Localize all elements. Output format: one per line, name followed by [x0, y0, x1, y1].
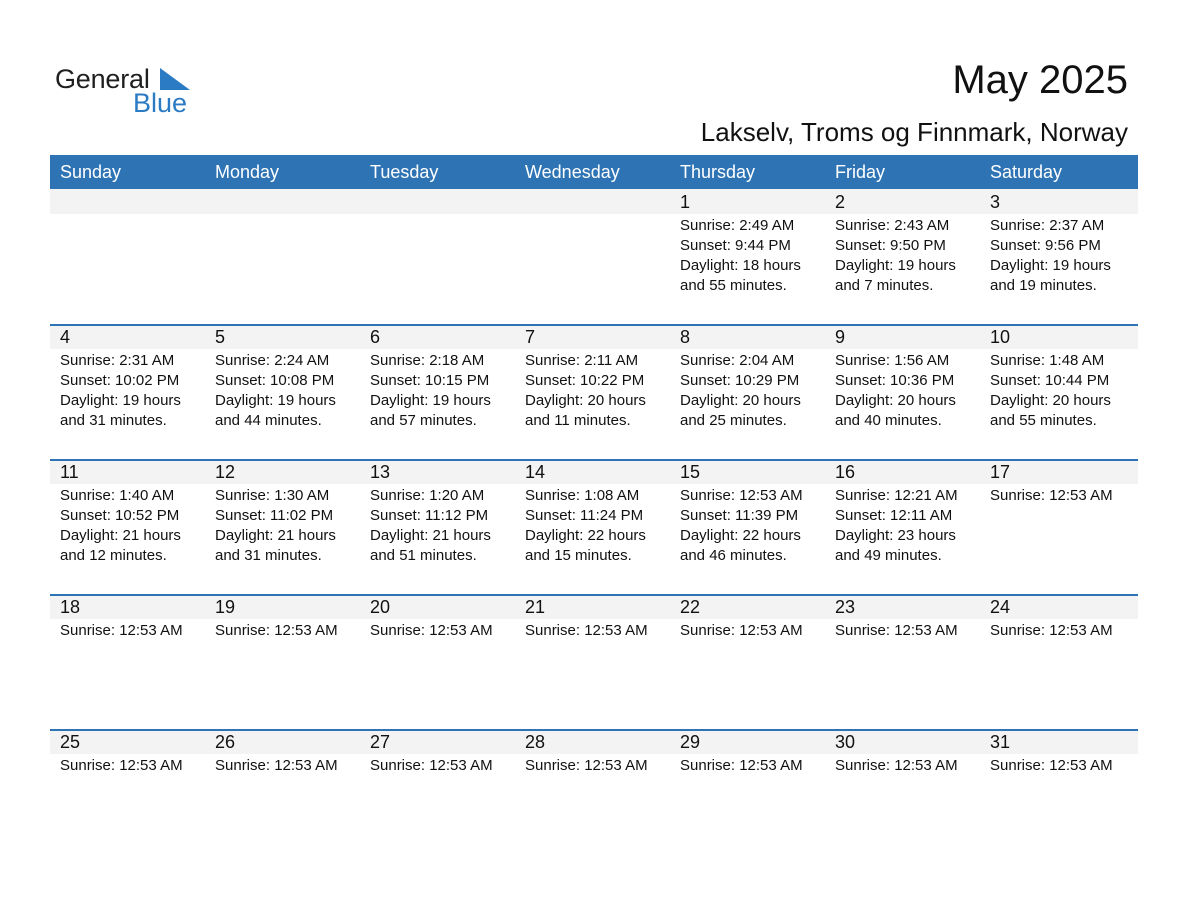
- weekday-wednesday: Wednesday: [525, 162, 620, 182]
- day-number: 22: [680, 597, 701, 617]
- day-number: 19: [215, 597, 236, 617]
- day-daylight2: and 57 minutes.: [370, 412, 477, 429]
- day-sunset: Sunset: 11:39 PM: [680, 507, 799, 524]
- day-number: 2: [835, 192, 846, 212]
- day-cell: [515, 594, 670, 729]
- day-sunrise: Sunrise: 2:49 AM: [680, 217, 795, 234]
- logo-word-general: General: [55, 64, 150, 94]
- day-daylight2: and 40 minutes.: [835, 412, 942, 429]
- day-cell: [825, 459, 980, 594]
- calendar-week: [50, 459, 1138, 594]
- day-number: 18: [60, 597, 81, 617]
- day-number: 4: [60, 327, 71, 347]
- day-sun-info: [835, 621, 958, 641]
- day-sunset: Sunset: 9:44 PM: [680, 237, 791, 254]
- day-cell: [980, 459, 1135, 594]
- day-daylight2: and 51 minutes.: [370, 547, 477, 564]
- day-daylight2: and 46 minutes.: [680, 547, 787, 564]
- weekday-sunday: Sunday: [60, 162, 122, 182]
- day-sun-info: [525, 351, 646, 431]
- weekday-saturday: Saturday: [990, 162, 1063, 182]
- page-title: May 2025: [952, 58, 1128, 102]
- day-sunrise: Sunrise: 2:11 AM: [525, 352, 639, 369]
- day-sun-info: [215, 486, 336, 566]
- day-sunset: Sunset: 11:12 PM: [370, 507, 489, 524]
- day-sunset: Sunset: 10:08 PM: [215, 372, 335, 389]
- day-sun-info: [680, 621, 803, 641]
- day-sunset: Sunset: 12:11 AM: [835, 507, 953, 524]
- day-daylight1: Daylight: 19 hours: [990, 257, 1111, 274]
- day-number: 30: [835, 732, 856, 752]
- day-number: 17: [990, 462, 1011, 482]
- day-number: 20: [370, 597, 391, 617]
- day-number: 27: [370, 732, 391, 752]
- day-daylight1: Daylight: 21 hours: [60, 527, 181, 544]
- day-cell: [515, 459, 670, 594]
- day-number: 13: [370, 462, 391, 482]
- day-daylight1: Daylight: 22 hours: [680, 527, 801, 544]
- day-cell: [980, 594, 1135, 729]
- day-sun-info: [60, 621, 183, 641]
- day-cell: [980, 729, 1135, 864]
- day-number: 14: [525, 462, 546, 482]
- day-sun-info: [60, 486, 181, 566]
- day-daylight1: Daylight: 21 hours: [215, 527, 336, 544]
- day-sunset: Sunset: 9:50 PM: [835, 237, 946, 254]
- day-cell: [670, 729, 825, 864]
- day-cell: [205, 459, 360, 594]
- day-daylight1: Daylight: 19 hours: [370, 392, 491, 409]
- calendar-week: [50, 189, 1138, 324]
- day-number: 10: [990, 327, 1011, 347]
- day-sunrise: Sunrise: 12:53 AM: [835, 622, 958, 639]
- day-cell: [515, 729, 670, 864]
- day-number: 7: [525, 327, 536, 347]
- day-number: 23: [835, 597, 856, 617]
- day-sun-info: [990, 756, 1113, 776]
- day-sun-info: [680, 216, 801, 296]
- day-sunrise: Sunrise: 1:20 AM: [370, 487, 485, 504]
- day-cell: [360, 324, 515, 459]
- day-sun-info: [525, 756, 648, 776]
- day-sunrise: Sunrise: 2:37 AM: [990, 217, 1105, 234]
- day-number: 5: [215, 327, 226, 347]
- day-sun-info: [680, 351, 801, 431]
- day-sunrise: Sunrise: 12:53 AM: [370, 622, 493, 639]
- day-sunrise: Sunrise: 1:30 AM: [215, 487, 330, 504]
- day-number: 6: [370, 327, 381, 347]
- day-number: 25: [60, 732, 81, 752]
- day-sunrise: Sunrise: 1:56 AM: [835, 352, 950, 369]
- day-sunrise: Sunrise: 12:21 AM: [835, 487, 958, 504]
- calendar-week: [50, 324, 1138, 459]
- day-cell: [825, 594, 980, 729]
- day-sunrise: Sunrise: 12:53 AM: [990, 622, 1113, 639]
- weekday-header: [50, 155, 1138, 189]
- day-sun-info: [60, 351, 181, 431]
- day-number: 26: [215, 732, 236, 752]
- day-sunset: Sunset: 10:22 PM: [525, 372, 645, 389]
- day-sunset: Sunset: 11:02 PM: [215, 507, 334, 524]
- day-number: 31: [990, 732, 1011, 752]
- calendar-week: [50, 594, 1138, 729]
- logo-word-blue: Blue: [133, 88, 188, 118]
- day-daylight2: and 25 minutes.: [680, 412, 787, 429]
- day-sun-info: [370, 486, 491, 566]
- day-number: 28: [525, 732, 546, 752]
- day-sun-info: [215, 351, 336, 431]
- day-daylight2: and 15 minutes.: [525, 547, 632, 564]
- day-sunset: Sunset: 10:02 PM: [60, 372, 180, 389]
- logo: [55, 64, 215, 120]
- day-cell: [205, 324, 360, 459]
- day-sunrise: Sunrise: 2:31 AM: [60, 352, 175, 369]
- day-sun-info: [990, 216, 1111, 296]
- day-cell: [825, 189, 980, 324]
- day-sun-info: [835, 351, 956, 431]
- day-daylight1: Daylight: 19 hours: [835, 257, 956, 274]
- day-number: 16: [835, 462, 856, 482]
- day-sun-info: [370, 351, 491, 431]
- day-cell: [50, 594, 205, 729]
- day-cell: [205, 729, 360, 864]
- day-sun-info: [835, 486, 958, 566]
- day-cell: [670, 324, 825, 459]
- day-cell: [515, 324, 670, 459]
- day-number: 9: [835, 327, 846, 347]
- day-daylight1: Daylight: 20 hours: [990, 392, 1111, 409]
- day-cell: [205, 594, 360, 729]
- day-sun-info: [680, 756, 803, 776]
- day-cell: [360, 594, 515, 729]
- day-daylight2: and 31 minutes.: [60, 412, 167, 429]
- day-daylight1: Daylight: 18 hours: [680, 257, 801, 274]
- day-cell: [980, 189, 1135, 324]
- day-sun-info: [215, 621, 338, 641]
- day-sun-info: [215, 756, 338, 776]
- day-sunrise: Sunrise: 1:40 AM: [60, 487, 175, 504]
- calendar-week: [50, 729, 1138, 864]
- day-sun-info: [990, 351, 1111, 431]
- day-sunrise: Sunrise: 12:53 AM: [990, 757, 1113, 774]
- day-cell: [670, 189, 825, 324]
- day-sunrise: Sunrise: 12:53 AM: [835, 757, 958, 774]
- day-sunrise: Sunrise: 12:53 AM: [215, 622, 338, 639]
- day-sun-info: [990, 486, 1113, 506]
- day-sunset: Sunset: 10:52 PM: [60, 507, 180, 524]
- day-sunrise: Sunrise: 2:43 AM: [835, 217, 950, 234]
- day-number: 29: [680, 732, 701, 752]
- day-cell: [50, 324, 205, 459]
- day-sun-info: [370, 621, 493, 641]
- day-cell: [825, 324, 980, 459]
- day-sun-info: [370, 756, 493, 776]
- day-sunrise: Sunrise: 12:53 AM: [370, 757, 493, 774]
- day-daylight2: and 12 minutes.: [60, 547, 167, 564]
- day-sunrise: Sunrise: 1:48 AM: [990, 352, 1105, 369]
- day-cell: [980, 324, 1135, 459]
- day-sun-info: [525, 486, 646, 566]
- day-sunrise: Sunrise: 12:53 AM: [990, 487, 1113, 504]
- day-daylight1: Daylight: 21 hours: [370, 527, 491, 544]
- day-number: 3: [990, 192, 1001, 212]
- day-sunrise: Sunrise: 12:53 AM: [525, 757, 648, 774]
- day-sun-info: [525, 621, 648, 641]
- day-sunrise: Sunrise: 12:53 AM: [525, 622, 648, 639]
- day-sunset: Sunset: 9:56 PM: [990, 237, 1101, 254]
- day-sunrise: Sunrise: 1:08 AM: [525, 487, 640, 504]
- day-sun-info: [835, 756, 958, 776]
- day-number: 15: [680, 462, 701, 482]
- location-subtitle: Lakselv, Troms og Finnmark, Norway: [700, 117, 1128, 147]
- day-sunrise: Sunrise: 12:53 AM: [215, 757, 338, 774]
- day-daylight1: Daylight: 20 hours: [835, 392, 956, 409]
- weekday-friday: Friday: [835, 162, 886, 182]
- weekday-thursday: Thursday: [680, 162, 756, 182]
- day-number: 8: [680, 327, 691, 347]
- day-cell: [670, 594, 825, 729]
- day-sunrise: Sunrise: 12:53 AM: [60, 757, 183, 774]
- day-cell: [825, 729, 980, 864]
- day-number: 24: [990, 597, 1011, 617]
- day-sunrise: Sunrise: 12:53 AM: [60, 622, 183, 639]
- day-daylight2: and 49 minutes.: [835, 547, 942, 564]
- day-number: 1: [680, 192, 691, 212]
- day-sunrise: Sunrise: 2:04 AM: [680, 352, 795, 369]
- day-sun-info: [835, 216, 956, 296]
- day-sun-info: [990, 621, 1113, 641]
- day-sunset: Sunset: 10:29 PM: [680, 372, 800, 389]
- day-daylight1: Daylight: 20 hours: [525, 392, 646, 409]
- weekday-monday: Monday: [215, 162, 280, 182]
- day-sunrise: Sunrise: 12:53 AM: [680, 487, 803, 504]
- day-daylight2: and 55 minutes.: [680, 277, 787, 294]
- day-sunset: Sunset: 10:44 PM: [990, 372, 1110, 389]
- day-number: 21: [525, 597, 546, 617]
- day-cell: [360, 459, 515, 594]
- day-cell: [50, 729, 205, 864]
- day-sun-info: [60, 756, 183, 776]
- day-cell: [50, 459, 205, 594]
- day-cell: [670, 459, 825, 594]
- day-daylight2: and 7 minutes.: [835, 277, 934, 294]
- day-daylight1: Daylight: 19 hours: [215, 392, 336, 409]
- day-sunset: Sunset: 10:15 PM: [370, 372, 490, 389]
- day-daylight2: and 31 minutes.: [215, 547, 322, 564]
- logo-triangle-icon: [160, 68, 190, 90]
- day-daylight1: Daylight: 23 hours: [835, 527, 956, 544]
- day-daylight2: and 44 minutes.: [215, 412, 322, 429]
- day-number: 11: [60, 462, 79, 482]
- day-sunset: Sunset: 10:36 PM: [835, 372, 955, 389]
- day-daylight1: Daylight: 20 hours: [680, 392, 801, 409]
- day-daylight1: Daylight: 22 hours: [525, 527, 646, 544]
- day-sunset: Sunset: 11:24 PM: [525, 507, 644, 524]
- day-daylight2: and 11 minutes.: [525, 412, 631, 429]
- day-daylight2: and 55 minutes.: [990, 412, 1097, 429]
- day-daylight2: and 19 minutes.: [990, 277, 1097, 294]
- day-sunrise: Sunrise: 2:24 AM: [215, 352, 330, 369]
- day-daylight1: Daylight: 19 hours: [60, 392, 181, 409]
- day-sun-info: [680, 486, 803, 566]
- day-sunrise: Sunrise: 12:53 AM: [680, 622, 803, 639]
- weekday-tuesday: Tuesday: [370, 162, 439, 182]
- day-cell: [360, 729, 515, 864]
- day-sunrise: Sunrise: 2:18 AM: [370, 352, 485, 369]
- day-sunrise: Sunrise: 12:53 AM: [680, 757, 803, 774]
- day-number: 12: [215, 462, 236, 482]
